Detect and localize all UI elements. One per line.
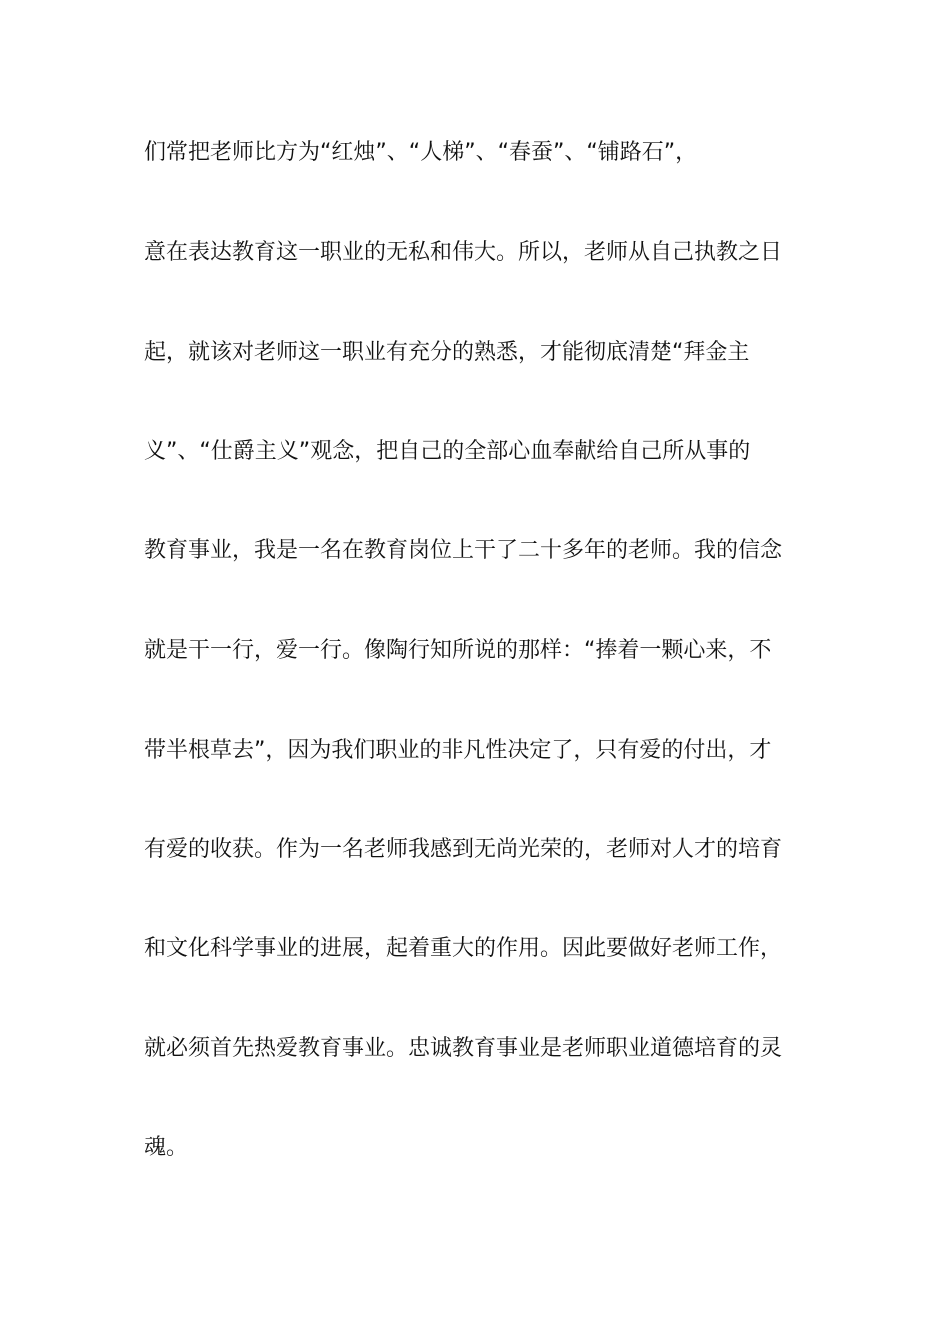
paragraph-line: 起，就该对老师这一职业有充分的熟悉，才能彻底清楚“拜金主 xyxy=(144,340,750,365)
paragraph-line: 教育事业，我是一名在教育岗位上干了二十多年的老师。我的信念 xyxy=(144,538,783,563)
paragraph-line: 和文化科学事业的进展，起着重大的作用。因此要做好老师工作， xyxy=(144,936,783,961)
paragraph-line: 们常把老师比方为“红烛”、“人梯”、“春蚕”、“铺路石”， xyxy=(144,140,698,165)
paragraph-line: 就是干一行，爱一行。像陶行知所说的那样：“捧着一颗心来，不 xyxy=(144,638,772,663)
paragraph-line: 带半根草去”，因为我们职业的非凡性决定了，只有爱的付出，才 xyxy=(144,738,772,763)
paragraph-line: 义”、“仕爵主义”观念，把自己的全部心血奉献给自己所从事的 xyxy=(144,439,751,464)
paragraph-line: 意在表达教育这一职业的无私和伟大。所以，老师从自己执教之日 xyxy=(144,240,783,265)
paragraph-line: 有爱的收获。作为一名老师我感到无尚光荣的，老师对人才的培育 xyxy=(144,837,783,862)
paragraph-line: 就必须首先热爱教育事业。忠诚教育事业是老师职业道德培育的灵 xyxy=(144,1036,783,1061)
paragraph-line: 魂。 xyxy=(144,1135,189,1160)
